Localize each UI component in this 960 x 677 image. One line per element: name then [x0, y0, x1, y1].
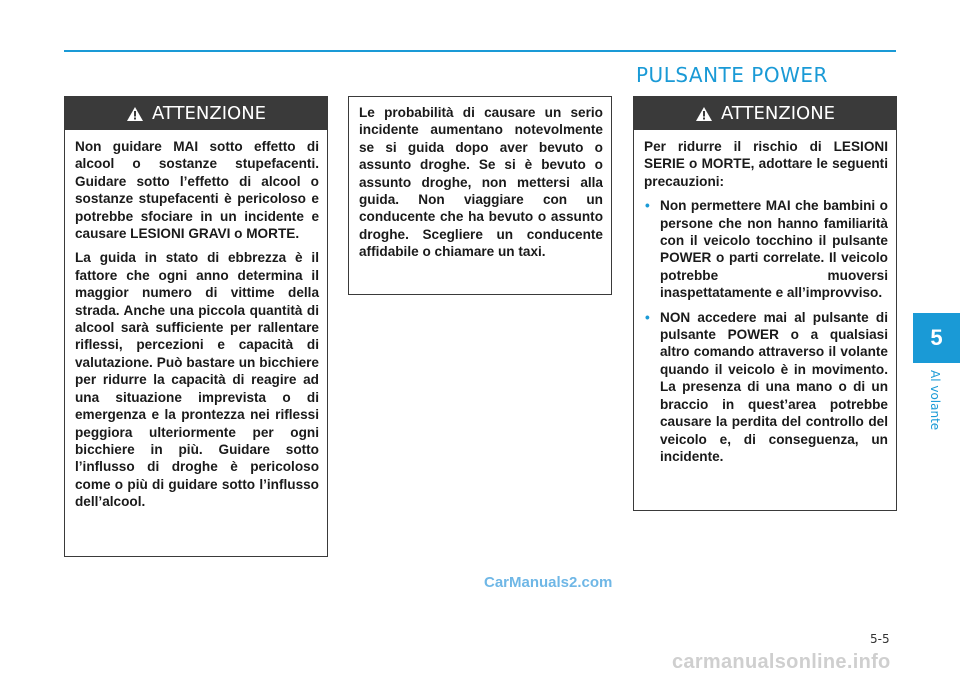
- list-item-text: Non permettere MAI che bambini o persone che non hanno familiarità con il veicolo tocchino il pulsante POWER o parti correlate. Il veicolo potrebbe muoversi inaspettatamente e all’improvviso.: [660, 198, 888, 301]
- section-title: PULSANTE POWER: [636, 63, 828, 87]
- paragraph: Per ridurre il rischio di LESIONI SERIE o MORTE, adottare le seguenti precauzioni:: [644, 139, 888, 189]
- paragraph: Non guidare MAI sotto effetto di alcool o sostanze stupefacenti. Guidare sotto l’effetto di alcool o sostanze stupefacenti è pericoloso e potrebbe sfociare in un incidente e causare LESIONI GRAVI o MORTE.: [75, 139, 319, 242]
- list-item-text: NON accedere mai al pulsante di pulsante POWER o a qualsiasi altro comando attraverso il volante quando il veicolo è in movimento. La presenza di una mano o di un braccio in quest’area potrebbe causare la perdita del controllo del veicolo e, di conseguenza, un incidente.: [660, 309, 888, 464]
- watermark-bottom: carmanualsonline.info: [672, 651, 891, 673]
- watermark-top: CarManuals2.com: [484, 574, 613, 591]
- warning-box-power-button: [633, 96, 897, 511]
- warning-box-title: ATTENZIONE: [151, 103, 267, 124]
- continuation-box: [348, 96, 612, 295]
- warning-box-title: ATTENZIONE: [720, 103, 836, 124]
- bullet-list: [644, 197, 888, 465]
- warning-box-body: [634, 130, 896, 480]
- list-item: [644, 309, 888, 466]
- list-item: [644, 197, 888, 301]
- warning-box-header: [65, 97, 327, 130]
- chapter-tab: 5: [913, 313, 960, 363]
- continuation-box-body: [349, 97, 611, 269]
- warning-box-body: [65, 130, 327, 526]
- warning-triangle-icon: [695, 106, 713, 122]
- paragraph: La guida in stato di ebbrezza è il fattore che ogni anno determina il maggior numero di vittime della strada. Anche una piccola quantità di alcool sarà sufficiente per rallentare riflessi, percezioni e capacità di valutazione. Può bastare un bicchiere per ridurre la capacità di reagire ad una situazione imprevista o di emergenza e la prontezza nei riflessi peggiora ulteriormente per ogni bicchiere in più. Guidare sotto l’influsso di droghe è pericoloso come o più di guidare sotto l’influsso dell’alcool.: [75, 250, 319, 510]
- chapter-label: Al volante: [928, 370, 942, 431]
- warning-box-alcohol: [64, 96, 328, 557]
- page-number: 5-5: [870, 632, 890, 646]
- bullet-icon: •: [645, 309, 650, 325]
- warning-triangle-icon: [126, 106, 144, 122]
- top-rule: [64, 50, 896, 52]
- warning-box-header: [634, 97, 896, 130]
- bullet-icon: •: [645, 198, 650, 214]
- paragraph: Le probabilità di causare un serio incidente aumentano notevolmente se si guida dopo aver bevuto o assunto droghe. Se si è bevuto o assunto droghe, non mettersi alla guida. Non viaggiare con un conducente che ha bevuto o assunto droghe. Scegliere un conducente affidabile o chiamare un taxi.: [359, 105, 603, 260]
